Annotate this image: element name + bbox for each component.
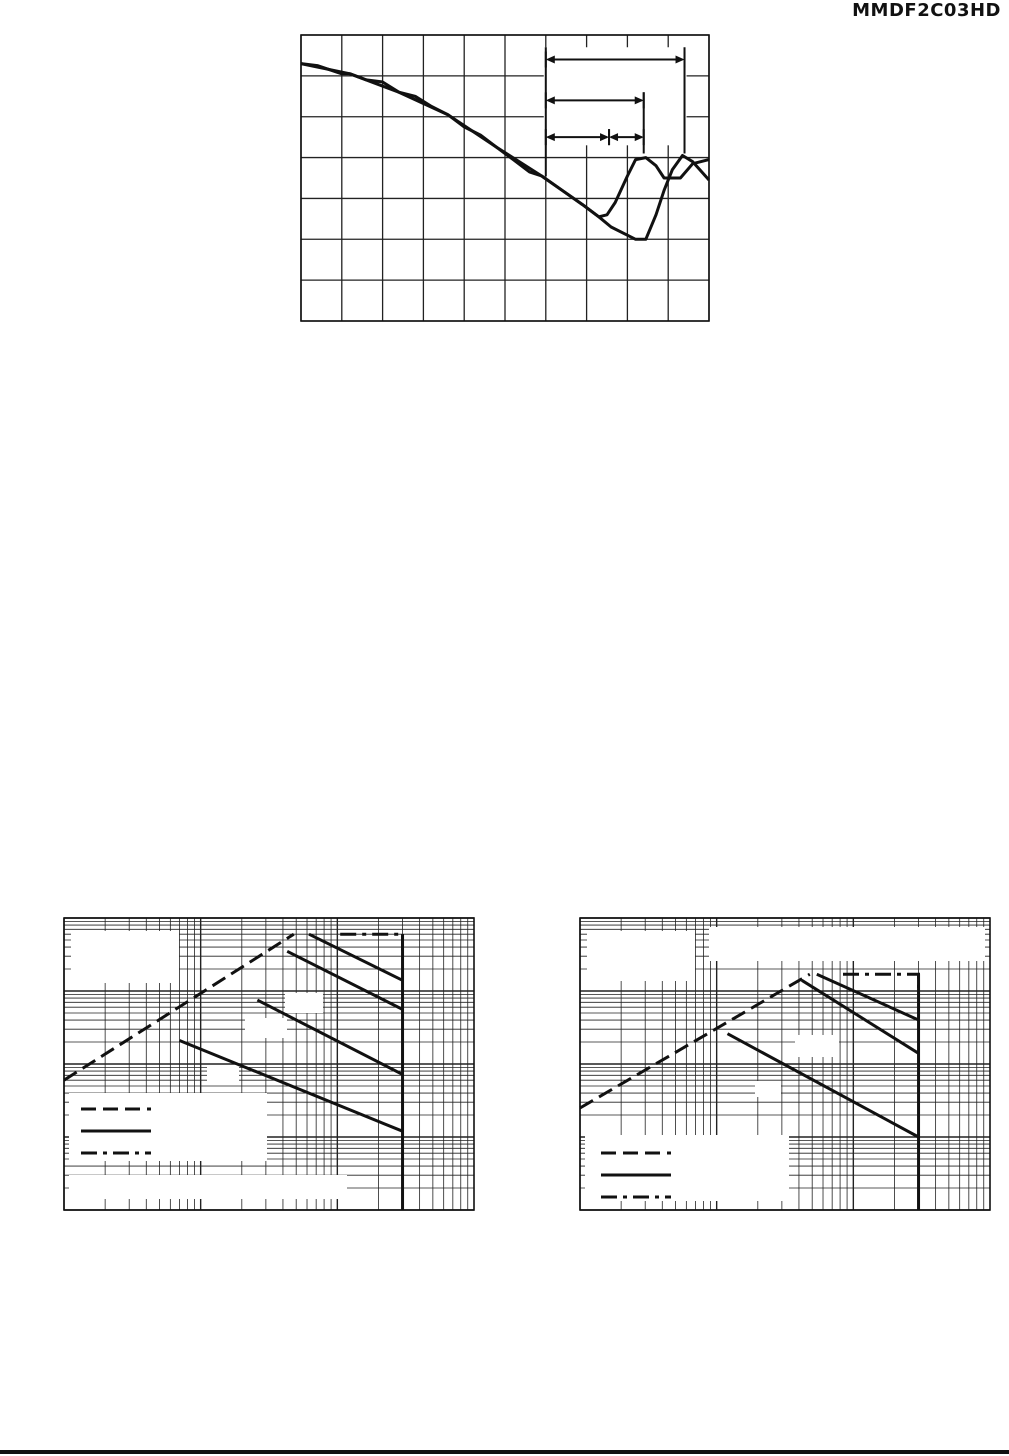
soa-left-label-blank — [69, 1175, 347, 1199]
soa-left-label-blank — [71, 931, 179, 983]
soa-left-series-6-line — [340, 934, 402, 950]
footer-rule — [0, 1450, 1009, 1454]
waveform-annotation-backdrop — [544, 47, 687, 145]
soa-right-label-blank — [709, 927, 985, 961]
soa-right-series-5-line — [843, 974, 919, 988]
safe-operating-area-chart-left — [63, 917, 475, 1213]
soa-left-legend — [69, 1093, 267, 1161]
soa-right-label-blank — [587, 931, 695, 981]
soa-left-series-5-line — [309, 934, 403, 980]
switching-waveform-chart — [300, 34, 710, 324]
safe-operating-area-chart-right — [579, 917, 991, 1213]
soa-right-legend-box — [585, 1135, 789, 1201]
soa-left-legend-box — [69, 1093, 267, 1161]
soa-left-label-blank — [245, 1018, 287, 1038]
soa-right-legend — [585, 1135, 789, 1201]
soa-left-label-blank — [207, 1067, 239, 1081]
soa-right-label-blank — [755, 1081, 781, 1097]
part-number: MMDF2C03HD — [852, 0, 1001, 21]
soa-right-label-blank — [795, 1035, 839, 1057]
soa-left-label-blank — [285, 993, 323, 1013]
